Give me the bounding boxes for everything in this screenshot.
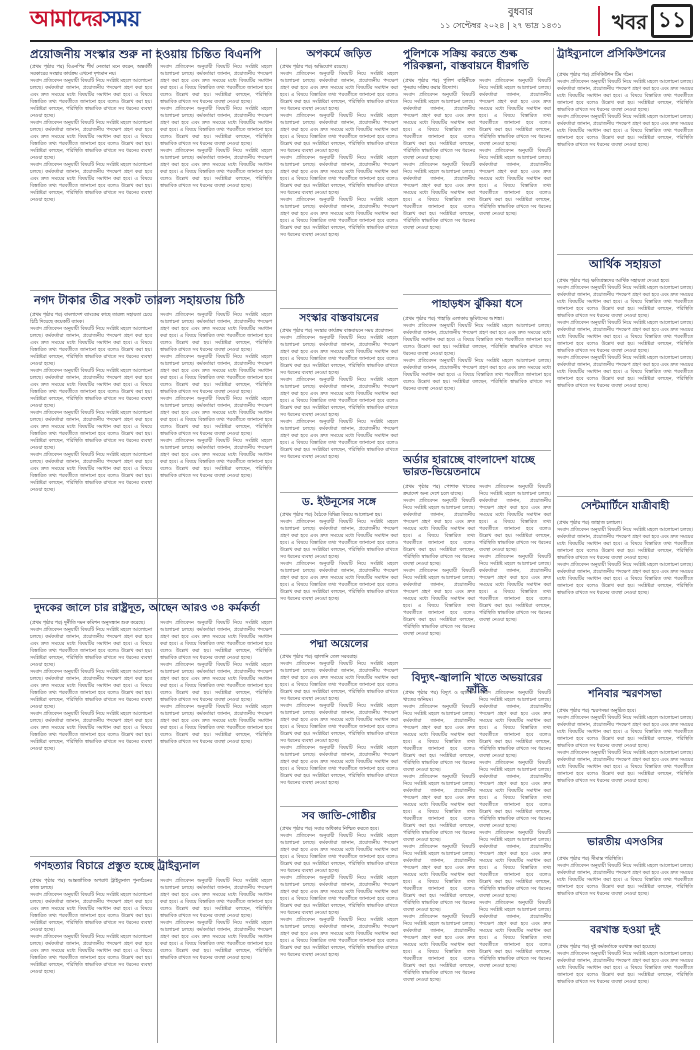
article-body: সংবাদ প্রতিবেদন অনুযায়ী বিষয়টি নিয়ে সংশ্লিষ্ট মহলে আলোচনা চলছে। কর্মকর্তারা জানান, প্রয়োজনীয় পদক্ষেপ গ্রহণ করা হবে এবং দ্রুত সময়ের মধ্যে বিষয়টির সমাধান করা হবে। এ বিষয়ে বিস্তারিত তথ্য পরবর্তীতে জানানো হবে বলেও উল্লেখ করা হয়। সংশ্লিষ্টরা বলছেন, পরিস্থিতি স্বাভাবিক রাখতে সব ধরনের ব্যবস্থা নেওয়া হচ্ছে। <box>160 65 272 105</box>
article-lead: (প্রথম পৃষ্ঠার পর) ক্ষতিগ্রস্তদের আর্থিক সহায়তা দেওয়া হবে। <box>557 279 670 284</box>
article-body: সংবাদ প্রতিবেদন অনুযায়ী বিষয়টি নিয়ে সংশ্লিষ্ট মহলে আলোচনা চলছে। কর্মকর্তারা জানান, প্রয়োজনীয় পদক্ষেপ গ্রহণ করা হবে এবং দ্রুত সময়ের মধ্যে বিষয়টির সমাধান করা হবে। এ বিষয়ে বিস্তারিত তথ্য পরবর্তীতে জানানো হবে বলেও উল্লেখ করা হয়। সংশ্লিষ্টরা বলছেন, পরিস্থিতি স্বাভাবিক রাখতে সব ধরনের ব্যবস্থা নেওয়া হচ্ছে। <box>160 879 272 919</box>
article-18-headline-wrap <box>557 836 693 854</box>
article-5-headline-wrap <box>280 48 398 64</box>
article-lead: (প্রথম পৃষ্ঠার পর) আন্তর্জাতিক অপরাধ ট্রাইব্যুনাল পুনর্গঠনের কাজ চলছে। <box>30 879 152 891</box>
article-1-body-col1 <box>30 64 152 286</box>
article-lead: (প্রথম পৃষ্ঠার পর) বিএনপির শীর্ষ নেতারা মনে করেন, অন্তর্বর্তী সরকারের সংস্কার কার্যক্রম এখনো দৃশ্যমান নয়। <box>30 65 152 77</box>
article-lead: (প্রথম পৃষ্ঠার পর) দুর্নীতি দমন কমিশন অনুসন্ধান শুরু করেছে। <box>30 621 145 626</box>
article-4-body-col1 <box>30 878 152 1043</box>
article-body: সংবাদ প্রতিবেদন অনুযায়ী বিষয়টি নিয়ে সংশ্লিষ্ট মহলে আলোচনা চলছে। কর্মকর্তারা জানান, প্রয়োজনীয় পদক্ষেপ গ্রহণ করা হবে এবং দ্রুত সময়ের মধ্যে বিষয়টির সমাধান করা হবে। এ বিষয়ে বিস্তারিত তথ্য পরবর্তীতে জানানো হবে বলেও উল্লেখ করা হয়। সংশ্লিষ্টরা বলছেন, পরিস্থিতি স্বাভাবিক রাখতে সব ধরনের ব্যবস্থা নেওয়া হচ্ছে। <box>30 163 152 203</box>
article-body: সংবাদ প্রতিবেদন অনুযায়ী বিষয়টি নিয়ে সংশ্লিষ্ট মহলে আলোচনা চলছে। কর্মকর্তারা জানান, প্রয়োজনীয় পদক্ষেপ গ্রহণ করা হবে এবং দ্রুত সময়ের মধ্যে বিষয়টির সমাধান করা হবে। এ বিষয়ে বিস্তারিত তথ্য পরবর্তীতে জানানো হবে বলেও উল্লেখ করা হয়। সংশ্লিষ্টরা বলছেন, পরিস্থিতি স্বাভাবিক রাখতে সব ধরনের ব্যবস্থা নেওয়া হচ্ছে। <box>479 901 551 969</box>
article-body: সংবাদ প্রতিবেদন অনুযায়ী বিষয়টি নিয়ে সংশ্লিষ্ট মহলে আলোচনা চলছে। কর্মকর্তারা জানান, প্রয়োজনীয় পদক্ষেপ গ্রহণ করা হবে এবং দ্রুত সময়ের মধ্যে বিষয়টির সমাধান করা হবে। এ বিষয়ে বিস্তারিত তথ্য পরবর্তীতে জানানো হবে বলেও উল্লেখ করা হয়। সংশ্লিষ্টরা বলছেন, পরিস্থিতি স্বাভাবিক রাখতে সব ধরনের ব্যবস্থা নেওয়া হচ্ছে। <box>280 336 398 376</box>
article-body: সংবাদ প্রতিবেদন অনুযায়ী বিষয়টি নিয়ে সংশ্লিষ্ট মহলে আলোচনা চলছে। কর্মকর্তারা জানান, প্রয়োজনীয় পদক্ষেপ গ্রহণ করা হবে এবং দ্রুত সময়ের মধ্যে বিষয়টির সমাধান করা হবে। এ বিষয়ে বিস্তারিত তথ্য পরবর্তীতে জানানো হবে বলেও উল্লেখ করা হয়। সংশ্লিষ্টরা বলছেন, পরিস্থিতি স্বাভাবিক রাখতে সব ধরনের ব্যবস্থা নেওয়া হচ্ছে। <box>479 79 551 147</box>
article-body: সংবাদ প্রতিবেদন অনুযায়ী বিষয়টি নিয়ে সংশ্লিষ্ট মহলে আলোচনা চলছে। কর্মকর্তারা জানান, প্রয়োজনীয় পদক্ষেপ গ্রহণ করা হবে এবং দ্রুত সময়ের মধ্যে বিষয়টির সমাধান করা হবে। এ বিষয়ে বিস্তারিত তথ্য পরবর্তীতে জানানো হবে বলেও উল্লেখ করা হয়। সংশ্লিষ্টরা বলছেন, পরিস্থিতি স্বাভাবিক রাখতে সব ধরনের ব্যবস্থা নেওয়া হচ্ছে। <box>557 864 693 897</box>
article-headline: ড. ইউনূসের সঙ্গে <box>302 496 376 508</box>
article-headline: বরখাস্ত হওয়া দুই <box>590 924 660 936</box>
article-body: সংবাদ প্রতিবেদন অনুযায়ী বিষয়টি নিয়ে সংশ্লিষ্ট মহলে আলোচনা চলছে। কর্মকর্তারা জানান, প্রয়োজনীয় পদক্ষেপ গ্রহণ করা হবে এবং দ্রুত সময়ের মধ্যে বিষয়টির সমাধান করা হবে। এ বিষয়ে বিস্তারিত তথ্য পরবর্তীতে জানানো হবে বলেও উল্লেখ করা হয়। সংশ্লিষ্টরা বলছেন, পরিস্থিতি স্বাভাবিক রাখতে সব ধরনের ব্যবস্থা নেওয়া হচ্ছে। <box>479 149 551 217</box>
article-19-body <box>557 944 693 1043</box>
article-body: সংবাদ প্রতিবেদন অনুযায়ী বিষয়টি নিয়ে সংশ্লিষ্ট মহলে আলোচনা চলছে। কর্মকর্তারা জানান, প্রয়োজনীয় পদক্ষেপ গ্রহণ করা হবে এবং দ্রুত সময়ের মধ্যে বিষয়টির সমাধান করা হবে। এ বিষয়ে বিস্তারিত তথ্য পরবর্তীতে জানানো হবে বলেও উল্লেখ করা হয়। সংশ্লিষ্টরা বলছেন, পরিস্থিতি স্বাভাবিক রাখতে সব ধরনের ব্যবস্থা নেওয়া হচ্ছে। <box>280 114 398 154</box>
article-body: সংবাদ প্রতিবেদন অনুযায়ী বিষয়টি নিয়ে সংশ্লিষ্ট মহলে আলোচনা চলছে। কর্মকর্তারা জানান, প্রয়োজনীয় পদক্ষেপ গ্রহণ করা হবে এবং দ্রুত সময়ের মধ্যে বিষয়টির সমাধান করা হবে। এ বিষয়ে বিস্তারিত তথ্য পরবর্তীতে জানানো হবে বলেও উল্লেখ করা হয়। সংশ্লিষ্টরা বলছেন, পরিস্থিতি স্বাভাবিক রাখতে সব ধরনের ব্যবস্থা নেওয়া হচ্ছে। <box>30 935 152 975</box>
article-body: সংবাদ প্রতিবেদন অনুযায়ী বিষয়টি নিয়ে সংশ্লিষ্ট মহলে আলোচনা চলছে। কর্মকর্তারা জানান, প্রয়োজনীয় পদক্ষেপ গ্রহণ করা হবে এবং দ্রুত সময়ের মধ্যে বিষয়টির সমাধান করা হবে। এ বিষয়ে বিস্তারিত তথ্য পরবর্তীতে জানানো হবে বলেও উল্লেখ করা হয়। সংশ্লিষ্টরা বলছেন, পরিস্থিতি স্বাভাবিক রাখতে সব ধরনের ব্যবস্থা নেওয়া হচ্ছে। <box>403 163 475 231</box>
article-body: সংবাদ প্রতিবেদন অনুযায়ী বিষয়টি নিয়ে সংশ্লিষ্ট মহলে আলোচনা চলছে। কর্মকর্তারা জানান, প্রয়োজনীয় পদক্ষেপ গ্রহণ করা হবে এবং দ্রুত সময়ের মধ্যে বিষয়টির সমাধান করা হবে। এ বিষয়ে বিস্তারিত তথ্য পরবর্তীতে জানানো হবে বলেও উল্লেখ করা হয়। সংশ্লিষ্টরা বলছেন, পরিস্থিতি স্বাভাবিক রাখতে সব ধরনের ব্যবস্থা নেওয়া হচ্ছে। <box>280 746 398 786</box>
article-8-headline-wrap <box>280 638 398 654</box>
article-body: সংবাদ প্রতিবেদন অনুযায়ী বিষয়টি নিয়ে সংশ্লিষ্ট মহলে আলোচনা চলছে। কর্মকর্তারা জানান, প্রয়োজনীয় পদক্ষেপ গ্রহণ করা হবে এবং দ্রুত সময়ের মধ্যে বিষয়টির সমাধান করা হবে। এ বিষয়ে বিস্তারিত তথ্য পরবর্তীতে জানানো হবে বলেও উল্লেখ করা হয়। সংশ্লিষ্টরা বলছেন, পরিস্থিতি স্বাভাবিক রাখতে সব ধরনের ব্যবস্থা নেওয়া হচ্ছে। <box>30 327 152 367</box>
article-lead: (প্রথম পৃষ্ঠার পর) বিদ্যুৎ ও জ্বালানি খাতের অনিয়ম। <box>403 691 475 703</box>
article-19-headline-wrap <box>557 924 693 942</box>
article-body: সংবাদ প্রতিবেদন অনুযায়ী বিষয়টি নিয়ে সংশ্লিষ্ট মহলে আলোচনা চলছে। কর্মকর্তারা জানান, প্রয়োজনীয় পদক্ষেপ গ্রহণ করা হবে এবং দ্রুত সময়ের মধ্যে বিষয়টির সমাধান করা হবে। এ বিষয়ে বিস্তারিত তথ্য পরবর্তীতে জানানো হবে বলেও উল্লেখ করা হয়। সংশ্লিষ্টরা বলছেন, পরিস্থিতি স্বাভাবিক রাখতে সব ধরনের ব্যবস্থা নেওয়া হচ্ছে। <box>30 712 152 752</box>
article-lead: (প্রথম পৃষ্ঠার পর) বাংলাদেশ ব্যাংকের কাছে তারল্য সহায়তা চেয়ে চিঠি দিয়েছে কয়েকটি ব্যাংক। <box>30 313 152 325</box>
logo-part2: সময় <box>102 6 140 32</box>
article-4-body-col2 <box>160 878 272 1043</box>
article-divider <box>403 450 551 451</box>
article-headline: দুদকের জালে চার রাষ্ট্রদূত, আছেন আরও ৩৪ কর্মকর্তা <box>34 602 260 614</box>
article-1-body-col2 <box>160 64 272 286</box>
article-body: সংবাদ প্রতিবেদন অনুযায়ী বিষয়টি নিয়ে সংশ্লিষ্ট মহলে আলোচনা চলছে। কর্মকর্তারা জানান, প্রয়োজনীয় পদক্ষেপ গ্রহণ করা হবে এবং দ্রুত সময়ের মধ্যে বিষয়টির সমাধান করা হবে। এ বিষয়ে বিস্তারিত তথ্য পরবর্তীতে জানানো হবে বলেও উল্লেখ করা হয়। সংশ্লিষ্টরা বলছেন, পরিস্থিতি স্বাভাবিক রাখতে সব ধরনের ব্যবস্থা নেওয়া হচ্ছে। <box>557 563 693 596</box>
article-body: সংবাদ প্রতিবেদন অনুযায়ী বিষয়টি নিয়ে সংশ্লিষ্ট মহলে আলোচনা চলছে। কর্মকর্তারা জানান, প্রয়োজনীয় পদক্ষেপ গ্রহণ করা হবে এবং দ্রুত সময়ের মধ্যে বিষয়টির সমাধান করা হবে। এ বিষয়ে বিস্তারিত তথ্য পরবর্তীতে জানানো হবে বলেও উল্লেখ করা হয়। সংশ্লিষ্টরা বলছেন, পরিস্থিতি স্বাভাবিক রাখতে সব ধরনের ব্যবস্থা নেওয়া হচ্ছে। <box>403 93 475 161</box>
article-body: সংবাদ প্রতিবেদন অনুযায়ী বিষয়টি নিয়ে সংশ্লিষ্ট মহলে আলোচনা চলছে। কর্মকর্তারা জানান, প্রয়োজনীয় পদক্ষেপ গ্রহণ করা হবে এবং দ্রুত সময়ের মধ্যে বিষয়টির সমাধান করা হবে। এ বিষয়ে বিস্তারিত তথ্য পরবর্তীতে জানানো হবে বলেও উল্লেখ করা হয়। সংশ্লিষ্টরা বলছেন, পরিস্থিতি স্বাভাবিক রাখতে সব ধরনের ব্যবস্থা নেওয়া হচ্ছে। <box>160 355 272 395</box>
article-2-body-col1 <box>30 312 152 594</box>
article-lead: (প্রথম পৃষ্ঠার পর) অভিযোগ রয়েছে। <box>280 65 348 70</box>
article-15-body <box>557 278 693 492</box>
article-lead: (প্রথম পৃষ্ঠার পর) পোশাক খাতের ক্রয়াদেশ অন্য দেশে চলে যাচ্ছে। <box>403 485 475 497</box>
article-body: সংবাদ প্রতিবেদন অনুযায়ী বিষয়টি নিয়ে সংশ্লিষ্ট মহলে আলোচনা চলছে। কর্মকর্তারা জানান, প্রয়োজনীয় পদক্ষেপ গ্রহণ করা হবে এবং দ্রুত সময়ের মধ্যে বিষয়টির সমাধান করা হবে। এ বিষয়ে বিস্তারিত তথ্য পরবর্তীতে জানানো হবে বলেও উল্লেখ করা হয়। সংশ্লিষ্টরা বলছেন, পরিস্থিতি স্বাভাবিক রাখতে সব ধরনের ব্যবস্থা নেওয়া হচ্ছে। <box>403 569 475 637</box>
article-body: সংবাদ প্রতিবেদন অনুযায়ী বিষয়টি নিয়ে সংশ্লিষ্ট মহলে আলোচনা চলছে। কর্মকর্তারা জানান, প্রয়োজনীয় পদক্ষেপ গ্রহণ করা হবে এবং দ্রুত সময়ের মধ্যে বিষয়টির সমাধান করা হবে। এ বিষয়ে বিস্তারিত তথ্য পরবর্তীতে জানানো হবে বলেও উল্লেখ করা হয়। সংশ্লিষ্টরা বলছেন, পরিস্থিতি স্বাভাবিক রাখতে সব ধরনের ব্যবস্থা নেওয়া হচ্ছে। <box>30 411 152 451</box>
article-divider <box>30 856 276 857</box>
article-lead: (প্রথম পৃষ্ঠার পর) জাহাজ চলাচল। <box>557 521 622 526</box>
article-body: সংবাদ প্রতিবেদন অনুযায়ী বিষয়টি নিয়ে সংশ্লিষ্ট মহলে আলোচনা চলছে। কর্মকর্তারা জানান, প্রয়োজনীয় পদক্ষেপ গ্রহণ করা হবে এবং দ্রুত সময়ের মধ্যে বিষয়টির সমাধান করা হবে। এ বিষয়ে বিস্তারিত তথ্য পরবর্তীতে জানানো হবে বলেও উল্লেখ করা হয়। সংশ্লিষ্টরা বলছেন, পরিস্থিতি স্বাভাবিক রাখতে সব ধরনের ব্যবস্থা নেওয়া হচ্ছে। <box>403 499 475 567</box>
article-9-body <box>280 826 398 1043</box>
article-divider <box>280 806 398 807</box>
article-10-body-col1 <box>403 78 475 292</box>
article-16-body <box>557 520 693 680</box>
article-divider <box>280 308 398 309</box>
article-body: সংবাদ প্রতিবেদন অনুযায়ী বিষয়টি নিয়ে সংশ্লিষ্ট মহলে আলোচনা চলছে। কর্মকর্তারা জানান, প্রয়োজনীয় পদক্ষেপ গ্রহণ করা হবে এবং দ্রুত সময়ের মধ্যে বিষয়টির সমাধান করা হবে। এ বিষয়ে বিস্তারিত তথ্য পরবর্তীতে জানানো হবে বলেও উল্লেখ করা হয়। সংশ্লিষ্টরা বলছেন, পরিস্থিতি স্বাভাবিক রাখতে সব ধরনের ব্যবস্থা নেওয়া হচ্ছে। <box>30 369 152 409</box>
article-3-headline-wrap <box>34 602 274 618</box>
article-body: সংবাদ প্রতিবেদন অনুযায়ী বিষয়টি নিয়ে সংশ্লিষ্ট মহলে আলোচনা চলছে। কর্মকর্তারা জানান, প্রয়োজনীয় পদক্ষেপ গ্রহণ করা হবে এবং দ্রুত সময়ের মধ্যে বিষয়টির সমাধান করা হবে। এ বিষয়ে বিস্তারিত তথ্য পরবর্তীতে জানানো হবে বলেও উল্লেখ করা হয়। সংশ্লিষ্টরা বলছেন, পরিস্থিতি স্বাভাবিক রাখতে সব ধরনের ব্যবস্থা নেওয়া হচ্ছে। <box>557 952 693 985</box>
article-12-body-col2 <box>479 484 551 664</box>
article-body: সংবাদ প্রতিবেদন অনুযায়ী বিষয়টি নিয়ে সংশ্লিষ্ট মহলে আলোচনা চলছে। কর্মকর্তারা জানান, প্রয়োজনীয় পদক্ষেপ গ্রহণ করা হবে এবং দ্রুত সময়ের মধ্যে বিষয়টির সমাধান করা হবে। এ বিষয়ে বিস্তারিত তথ্য পরবর্তীতে জানানো হবে বলেও উল্লেখ করা হয়। সংশ্লিষ্টরা বলছেন, পরিস্থিতি স্বাভাবিক রাখতে সব ধরনের ব্যবস্থা নেওয়া হচ্ছে। <box>160 705 272 745</box>
article-body: সংবাদ প্রতিবেদন অনুযায়ী বিষয়টি নিয়ে সংশ্লিষ্ট মহলে আলোচনা চলছে। কর্মকর্তারা জানান, প্রয়োজনীয় পদক্ষেপ গ্রহণ করা হবে এবং দ্রুত সময়ের মধ্যে বিষয়টির সমাধান করা হবে। এ বিষয়ে বিস্তারিত তথ্য পরবর্তীতে জানানো হবে বলেও উল্লেখ করা হয়। সংশ্লিষ্টরা বলছেন, পরিস্থিতি স্বাভাবিক রাখতে সব ধরনের ব্যবস্থা নেওয়া হচ্ছে। <box>280 704 398 744</box>
logo-part1: আমাদের <box>30 6 103 32</box>
article-headline: অর্ডার হারাচ্ছে বাংলাদেশ যাচ্ছে ভারত-ভিয়েতনামে <box>403 454 535 479</box>
article-6-body <box>280 328 398 488</box>
article-lead: (প্রথম পৃষ্ঠার পর) সংস্কার কার্যক্রম বাস্তবায়নে সময় প্রয়োজন। <box>280 329 394 334</box>
article-headline: নগদ টাকার তীব্র সংকট তারল্য সহায়তায় চিঠি <box>34 293 245 307</box>
page-number: ১১ <box>651 4 693 38</box>
article-10-headline-wrap <box>403 48 551 73</box>
article-body: সংবাদ প্রতিবেদন অনুযায়ী বিষয়টি নিয়ে সংশ্লিষ্ট মহলে আলোচনা চলছে। কর্মকর্তারা জানান, প্রয়োজনীয় পদক্ষেপ গ্রহণ করা হবে এবং দ্রুত সময়ের মধ্যে বিষয়টির সমাধান করা হবে। এ বিষয়ে বিস্তারিত তথ্য পরবর্তীতে জানানো হবে বলেও উল্লেখ করা হয়। সংশ্লিষ্টরা বলছেন, পরিস্থিতি স্বাভাবিক রাখতে সব ধরনের ব্যবস্থা নেওয়া হচ্ছে। <box>403 845 475 913</box>
article-body: সংবাদ প্রতিবেদন অনুযায়ী বিষয়টি নিয়ে সংশ্লিষ্ট মহলে আলোচনা চলছে। কর্মকর্তারা জানান, প্রয়োজনীয় পদক্ষেপ গ্রহণ করা হবে এবং দ্রুত সময়ের মধ্যে বিষয়টির সমাধান করা হবে। এ বিষয়ে বিস্তারিত তথ্য পরবর্তীতে জানানো হবে বলেও উল্লেখ করা হয়। সংশ্লিষ্টরা বলছেন, পরিস্থিতি স্বাভাবিক রাখতে সব ধরনের ব্যবস্থা নেওয়া হচ্ছে। <box>403 324 551 357</box>
article-headline: সেন্টমার্টিনে যাত্রীবাহী <box>580 500 670 512</box>
article-body: সংবাদ প্রতিবেদন অনুযায়ী বিষয়টি নিয়ে সংশ্লিষ্ট মহলে আলোচনা চলছে। কর্মকর্তারা জানান, প্রয়োজনীয় পদক্ষেপ গ্রহণ করা হবে এবং দ্রুত সময়ের মধ্যে বিষয়টির সমাধান করা হবে। এ বিষয়ে বিস্তারিত তথ্য পরবর্তীতে জানানো হবে বলেও উল্লেখ করা হয়। সংশ্লিষ্টরা বলছেন, পরিস্থিতি স্বাভাবিক রাখতে সব ধরনের ব্যবস্থা নেওয়া হচ্ছে। <box>557 356 693 389</box>
article-body: সংবাদ প্রতিবেদন অনুযায়ী বিষয়টি নিয়ে সংশ্লিষ্ট মহলে আলোচনা চলছে। কর্মকর্তারা জানান, প্রয়োজনীয় পদক্ষেপ গ্রহণ করা হবে এবং দ্রুত সময়ের মধ্যে বিষয়টির সমাধান করা হবে। এ বিষয়ে বিস্তারিত তথ্য পরবর্তীতে জানানো হবে বলেও উল্লেখ করা হয়। সংশ্লিষ্টরা বলছেন, পরিস্থিতি স্বাভাবিক রাখতে সব ধরনের ব্যবস্থা নেওয়া হচ্ছে। <box>403 775 475 843</box>
article-headline: সব জাতি-গোষ্ঠীর <box>302 810 376 822</box>
article-8-body <box>280 654 398 802</box>
article-11-headline-wrap <box>403 298 551 314</box>
article-body: সংবাদ প্রতিবেদন অনুযায়ী বিষয়টি নিয়ে সংশ্লিষ্ট মহলে আলোচনা চলছে। কর্মকর্তারা জানান, প্রয়োজনীয় পদক্ষেপ গ্রহণ করা হবে এবং দ্রুত সময়ের মধ্যে বিষয়টির সমাধান করা হবে। এ বিষয়ে বিস্তারিত তথ্য পরবর্তীতে জানানো হবে বলেও উল্লেখ করা হয়। সংশ্লিষ্টরা বলছেন, পরিস্থিতি স্বাভাবিক রাখতে সব ধরনের ব্যবস্থা নেওয়া হচ্ছে। <box>30 121 152 161</box>
column-divider <box>553 48 554 1043</box>
article-body: সংবাদ প্রতিবেদন অনুযায়ী বিষয়টি নিয়ে সংশ্লিষ্ট মহলে আলোচনা চলছে। কর্মকর্তারা জানান, প্রয়োজনীয় পদক্ষেপ গ্রহণ করা হবে এবং দ্রুত সময়ের মধ্যে বিষয়টির সমাধান করা হবে। এ বিষয়ে বিস্তারিত তথ্য পরবর্তীতে জানানো হবে বলেও উল্লেখ করা হয়। সংশ্লিষ্টরা বলছেন, পরিস্থিতি স্বাভাবিক রাখতে সব ধরনের ব্যবস্থা নেওয়া হচ্ছে। <box>479 555 551 623</box>
article-headline: পুলিশকে সক্রিয় করতে শুল্ক পরিকল্পনা, বাস্তবায়নে ধীরগতি <box>403 48 529 73</box>
masthead-divider <box>598 6 600 36</box>
article-3-body-col1 <box>30 620 152 850</box>
article-body: সংবাদ প্রতিবেদন অনুযায়ী বিষয়টি নিয়ে সংশ্লিষ্ট মহলে আলোচনা চলছে। কর্মকর্তারা জানান, প্রয়োজনীয় পদক্ষেপ গ্রহণ করা হবে এবং দ্রুত সময়ের মধ্যে বিষয়টির সমাধান করা হবে। এ বিষয়ে বিস্তারিত তথ্য পরবর্তীতে জানানো হবে বলেও উল্লেখ করা হয়। সংশ্লিষ্টরা বলছেন, পরিস্থিতি স্বাভাবিক রাখতে সব ধরনের ব্যবস্থা নেওয়া হচ্ছে। <box>160 313 272 353</box>
article-16-headline-wrap <box>557 500 693 518</box>
article-17-headline-wrap <box>557 688 693 706</box>
article-headline: ভারতীয় এসওসির <box>587 836 663 848</box>
article-17-body <box>557 708 693 828</box>
article-body: সংবাদ প্রতিবেদন অনুযায়ী বিষয়টি নিয়ে সংশ্লিষ্ট মহলে আলোচনা চলছে। কর্মকর্তারা জানান, প্রয়োজনীয় পদক্ষেপ গ্রহণ করা হবে এবং দ্রুত সময়ের মধ্যে বিষয়টির সমাধান করা হবে। এ বিষয়ে বিস্তারিত তথ্য পরবর্তীতে জানানো হবে বলেও উল্লেখ করা হয়। সংশ্লিষ্টরা বলছেন, পরিস্থিতি স্বাভাবিক রাখতে সব ধরনের ব্যবস্থা নেওয়া হচ্ছে। <box>30 453 152 493</box>
article-body: সংবাদ প্রতিবেদন অনুযায়ী বিষয়টি নিয়ে সংশ্লিষ্ট মহলে আলোচনা চলছে। কর্মকর্তারা জানান, প্রয়োজনীয় পদক্ষেপ গ্রহণ করা হবে এবং দ্রুত সময়ের মধ্যে বিষয়টির সমাধান করা হবে। এ বিষয়ে বিস্তারিত তথ্য পরবর্তীতে জানানো হবে বলেও উল্লেখ করা হয়। সংশ্লিষ্টরা বলছেন, পরিস্থিতি স্বাভাবিক রাখতে সব ধরনের ব্যবস্থা নেওয়া হচ্ছে। <box>280 562 398 602</box>
article-body: সংবাদ প্রতিবেদন অনুযায়ী বিষয়টি নিয়ে সংশ্লিষ্ট মহলে আলোচনা চলছে। কর্মকর্তারা জানান, প্রয়োজনীয় পদক্ষেপ গ্রহণ করা হবে এবং দ্রুত সময়ের মধ্যে বিষয়টির সমাধান করা হবে। এ বিষয়ে বিস্তারিত তথ্য পরবর্তীতে জানানো হবে বলেও উল্লেখ করা হয়। সংশ্লিষ্টরা বলছেন, পরিস্থিতি স্বাভাবিক রাখতে সব ধরনের ব্যবস্থা নেওয়া হচ্ছে। <box>160 621 272 661</box>
article-headline: ট্রাইব্যুনালে প্রসিকিউশনের <box>557 48 666 60</box>
article-body: সংবাদ প্রতিবেদন অনুযায়ী বিষয়টি নিয়ে সংশ্লিষ্ট মহলে আলোচনা চলছে। কর্মকর্তারা জানান, প্রয়োজনীয় পদক্ষেপ গ্রহণ করা হবে এবং দ্রুত সময়ের মধ্যে বিষয়টির সমাধান করা হবে। এ বিষয়ে বিস্তারিত তথ্য পরবর্তীতে জানানো হবে বলেও উল্লেখ করা হয়। সংশ্লিষ্টরা বলছেন, পরিস্থিতি স্বাভাবিক রাখতে সব ধরনের ব্যবস্থা নেওয়া হচ্ছে। <box>557 286 693 319</box>
article-body: সংবাদ প্রতিবেদন অনুযায়ী বিষয়টি নিয়ে সংশ্লিষ্ট মহলে আলোচনা চলছে। কর্মকর্তারা জানান, প্রয়োজনীয় পদক্ষেপ গ্রহণ করা হবে এবং দ্রুত সময়ের মধ্যে বিষয়টির সমাধান করা হবে। এ বিষয়ে বিস্তারিত তথ্য পরবর্তীতে জানানো হবে বলেও উল্লেখ করা হয়। সংশ্লিষ্টরা বলছেন, পরিস্থিতি স্বাভাবিক রাখতে সব ধরনের ব্যবস্থা নেওয়া হচ্ছে। <box>280 520 398 560</box>
article-divider <box>557 684 693 685</box>
article-lead: (প্রথম পৃষ্ঠার পর) দুই কর্মকর্তাকে বরখাস্ত করা হয়েছে। <box>557 945 657 950</box>
article-body: সংবাদ প্রতিবেদন অনুযায়ী বিষয়টি নিয়ে সংশ্লিষ্ট মহলে আলোচনা চলছে। কর্মকর্তারা জানান, প্রয়োজনীয় পদক্ষেপ গ্রহণ করা হবে এবং দ্রুত সময়ের মধ্যে বিষয়টির সমাধান করা হবে। এ বিষয়ে বিস্তারিত তথ্য পরবর্তীতে জানানো হবে বলেও উল্লেখ করা হয়। সংশ্লিষ্টরা বলছেন, পরিস্থিতি স্বাভাবিক রাখতে সব ধরনের ব্যবস্থা নেওয়া হচ্ছে। <box>280 876 398 916</box>
article-4-headline-wrap <box>34 860 274 876</box>
article-body: সংবাদ প্রতিবেদন অনুযায়ী বিষয়টি নিয়ে সংশ্লিষ্ট মহলে আলোচনা চলছে। কর্মকর্তারা জানান, প্রয়োজনীয় পদক্ষেপ গ্রহণ করা হবে এবং দ্রুত সময়ের মধ্যে বিষয়টির সমাধান করা হবে। এ বিষয়ে বিস্তারিত তথ্য পরবর্তীতে জানানো হবে বলেও উল্লেখ করা হয়। সংশ্লিষ্টরা বলছেন, পরিস্থিতি স্বাভাবিক রাখতে সব ধরনের ব্যবস্থা নেওয়া হচ্ছে। <box>280 420 398 460</box>
article-7-body <box>280 512 398 630</box>
article-lead: (প্রথম পৃষ্ঠার পর) বৈঠকে বিভিন্ন বিষয়ে আলোচনা হয়। <box>280 513 383 518</box>
article-2-headline-wrap <box>34 294 274 310</box>
article-headline: অপকর্মে জড়িত <box>306 48 372 60</box>
article-11-body <box>403 316 551 446</box>
article-body: সংবাদ প্রতিবেদন অনুযায়ী বিষয়টি নিয়ে সংশ্লিষ্ট মহলে আলোচনা চলছে। কর্মকর্তারা জানান, প্রয়োজনীয় পদক্ষেপ গ্রহণ করা হবে এবং দ্রুত সময়ের মধ্যে বিষয়টির সমাধান করা হবে। এ বিষয়ে বিস্তারিত তথ্য পরবর্তীতে জানানো হবে বলেও উল্লেখ করা হয়। সংশ্লিষ্টরা বলছেন, পরিস্থিতি স্বাভাবিক রাখতে সব ধরনের ব্যবস্থা নেওয়া হচ্ছে। <box>160 921 272 961</box>
article-divider <box>557 254 693 255</box>
article-15-headline-wrap <box>557 258 693 276</box>
article-14-body <box>557 72 693 252</box>
article-lead: (প্রথম পৃষ্ঠার পর) সীমান্ত পরিস্থিতি। <box>557 857 623 862</box>
newspaper-logo <box>30 6 139 34</box>
article-divider <box>557 920 693 921</box>
article-headline: গণহত্যার বিচারে প্রস্তুত হচ্ছে ট্রাইব্যুনাল <box>34 860 200 872</box>
date-line: ১১ সেপ্টেম্বর ২০২৪ | ২৭ ভাদ্র ১৪৩১ <box>440 21 563 30</box>
article-body: সংবাদ প্রতিবেদন অনুযায়ী বিষয়টি নিয়ে সংশ্লিষ্ট মহলে আলোচনা চলছে। কর্মকর্তারা জানান, প্রয়োজনীয় পদক্ষেপ গ্রহণ করা হবে এবং দ্রুত সময়ের মধ্যে বিষয়টির সমাধান করা হবে। এ বিষয়ে বিস্তারিত তথ্য পরবর্তীতে জানানো হবে বলেও উল্লেখ করা হয়। সংশ্লিষ্টরা বলছেন, পরিস্থিতি স্বাভাবিক রাখতে সব ধরনের ব্যবস্থা নেওয়া হচ্ছে। <box>30 893 152 933</box>
article-body: সংবাদ প্রতিবেদন অনুযায়ী বিষয়টি নিয়ে সংশ্লিষ্ট মহলে আলোচনা চলছে। কর্মকর্তারা জানান, প্রয়োজনীয় পদক্ষেপ গ্রহণ করা হবে এবং দ্রুত সময়ের মধ্যে বিষয়টির সমাধান করা হবে। এ বিষয়ে বিস্তারিত তথ্য পরবর্তীতে জানানো হবে বলেও উল্লেখ করা হয়। সংশ্লিষ্টরা বলছেন, পরিস্থিতি স্বাভাবিক রাখতে সব ধরনের ব্যবস্থা নেওয়া হচ্ছে। <box>403 705 475 773</box>
article-body: সংবাদ প্রতিবেদন অনুযায়ী বিষয়টি নিয়ে সংশ্লিষ্ট মহলে আলোচনা চলছে। কর্মকর্তারা জানান, প্রয়োজনীয় পদক্ষেপ গ্রহণ করা হবে এবং দ্রুত সময়ের মধ্যে বিষয়টির সমাধান করা হবে। এ বিষয়ে বিস্তারিত তথ্য পরবর্তীতে জানানো হবে বলেও উল্লেখ করা হয়। সংশ্লিষ্টরা বলছেন, পরিস্থিতি স্বাভাবিক রাখতে সব ধরনের ব্যবস্থা নেওয়া হচ্ছে। <box>479 831 551 899</box>
article-body: সংবাদ প্রতিবেদন অনুযায়ী বিষয়টি নিয়ে সংশ্লিষ্ট মহলে আলোচনা চলছে। কর্মকর্তারা জানান, প্রয়োজনীয় পদক্ষেপ গ্রহণ করা হবে এবং দ্রুত সময়ের মধ্যে বিষয়টির সমাধান করা হবে। এ বিষয়ে বিস্তারিত তথ্য পরবর্তীতে জানানো হবে বলেও উল্লেখ করা হয়। সংশ্লিষ্টরা বলছেন, পরিস্থিতি স্বাভাবিক রাখতে সব ধরনের ব্যবস্থা নেওয়া হচ্ছে। <box>280 72 398 112</box>
article-lead: (প্রথম পৃষ্ঠার পর) স্মরণসভা অনুষ্ঠিত হবে। <box>557 709 636 714</box>
article-headline: শনিবার স্মরণসভা <box>588 688 662 700</box>
article-body: সংবাদ প্রতিবেদন অনুযায়ী বিষয়টি নিয়ে সংশ্লিষ্ট মহলে আলোচনা চলছে। কর্মকর্তারা জানান, প্রয়োজনীয় পদক্ষেপ গ্রহণ করা হবে এবং দ্রুত সময়ের মধ্যে বিষয়টির সমাধান করা হবে। এ বিষয়ে বিস্তারিত তথ্য পরবর্তীতে জানানো হবে বলেও উল্লেখ করা হয়। সংশ্লিষ্টরা বলছেন, পরিস্থিতি স্বাভাবিক রাখতে সব ধরনের ব্যবস্থা নেওয়া হচ্ছে। <box>30 79 152 119</box>
article-body: সংবাদ প্রতিবেদন অনুযায়ী বিষয়টি নিয়ে সংশ্লিষ্ট মহলে আলোচনা চলছে। কর্মকর্তারা জানান, প্রয়োজনীয় পদক্ষেপ গ্রহণ করা হবে এবং দ্রুত সময়ের মধ্যে বিষয়টির সমাধান করা হবে। এ বিষয়ে বিস্তারিত তথ্য পরবর্তীতে জানানো হবে বলেও উল্লেখ করা হয়। সংশ্লিষ্টরা বলছেন, পরিস্থিতি স্বাভাবিক রাখতে সব ধরনের ব্যবস্থা নেওয়া হচ্ছে। <box>403 915 475 983</box>
article-body: সংবাদ প্রতিবেদন অনুযায়ী বিষয়টি নিয়ে সংশ্লিষ্ট মহলে আলোচনা চলছে। কর্মকর্তারা জানান, প্রয়োজনীয় পদক্ষেপ গ্রহণ করা হবে এবং দ্রুত সময়ের মধ্যে বিষয়টির সমাধান করা হবে। এ বিষয়ে বিস্তারিত তথ্য পরবর্তীতে জানানো হবে বলেও উল্লেখ করা হয়। সংশ্লিষ্টরা বলছেন, পরিস্থিতি স্বাভাবিক রাখতে সব ধরনের ব্যবস্থা নেওয়া হচ্ছে। <box>557 321 693 354</box>
article-headline: পাহাড়ধস ঝুঁকিয়া ধসে <box>431 298 523 310</box>
article-divider <box>403 294 551 295</box>
article-18-body <box>557 856 693 916</box>
article-2-body-col2 <box>160 312 272 594</box>
article-divider <box>30 290 276 291</box>
article-headline: পদ্মা অয়েলের <box>309 638 369 650</box>
article-body: সংবাদ প্রতিবেদন অনুযায়ী বিষয়টি নিয়ে সংশ্লিষ্ট মহলে আলোচনা চলছে। কর্মকর্তারা জানান, প্রয়োজনীয় পদক্ষেপ গ্রহণ করা হবে এবং দ্রুত সময়ের মধ্যে বিষয়টির সমাধান করা হবে। এ বিষয়ে বিস্তারিত তথ্য পরবর্তীতে জানানো হবে বলেও উল্লেখ করা হয়। সংশ্লিষ্টরা বলছেন, পরিস্থিতি স্বাভাবিক রাখতে সব ধরনের ব্যবস্থা নেওয়া হচ্ছে। <box>479 761 551 829</box>
article-body: সংবাদ প্রতিবেদন অনুযায়ী বিষয়টি নিয়ে সংশ্লিষ্ট মহলে আলোচনা চলছে। কর্মকর্তারা জানান, প্রয়োজনীয় পদক্ষেপ গ্রহণ করা হবে এবং দ্রুত সময়ের মধ্যে বিষয়টির সমাধান করা হবে। এ বিষয়ে বিস্তারিত তথ্য পরবর্তীতে জানানো হবে বলেও উল্লেখ করা হয়। সংশ্লিষ্টরা বলছেন, পরিস্থিতি স্বাভাবিক রাখতে সব ধরনের ব্যবস্থা নেওয়া হচ্ছে। <box>557 751 693 784</box>
masthead <box>0 0 700 40</box>
article-7-headline-wrap <box>280 496 398 512</box>
article-headline: সংস্কার বাস্তবায়নের <box>299 312 379 324</box>
article-body: সংবাদ প্রতিবেদন অনুযায়ী বিষয়টি নিয়ে সংশ্লিষ্ট মহলে আলোচনা চলছে। কর্মকর্তারা জানান, প্রয়োজনীয় পদক্ষেপ গ্রহণ করা হবে এবং দ্রুত সময়ের মধ্যে বিষয়টির সমাধান করা হবে। এ বিষয়ে বিস্তারিত তথ্য পরবর্তীতে জানানো হবে বলেও উল্লেখ করা হয়। সংশ্লিষ্টরা বলছেন, পরিস্থিতি স্বাভাবিক রাখতে সব ধরনের ব্যবস্থা নেওয়া হচ্ছে। <box>557 528 693 561</box>
article-divider <box>30 598 276 599</box>
article-body: সংবাদ প্রতিবেদন অনুযায়ী বিষয়টি নিয়ে সংশ্লিষ্ট মহলে আলোচনা চলছে। কর্মকর্তারা জানান, প্রয়োজনীয় পদক্ষেপ গ্রহণ করা হবে এবং দ্রুত সময়ের মধ্যে বিষয়টির সমাধান করা হবে। এ বিষয়ে বিস্তারিত তথ্য পরবর্তীতে জানানো হবে বলেও উল্লেখ করা হয়। সংশ্লিষ্টরা বলছেন, পরিস্থিতি স্বাভাবিক রাখতে সব ধরনের ব্যবস্থা নেওয়া হচ্ছে। <box>557 716 693 749</box>
article-6-headline-wrap <box>280 312 398 328</box>
article-body: সংবাদ প্রতিবেদন অনুযায়ী বিষয়টি নিয়ে সংশ্লিষ্ট মহলে আলোচনা চলছে। কর্মকর্তারা জানান, প্রয়োজনীয় পদক্ষেপ গ্রহণ করা হবে এবং দ্রুত সময়ের মধ্যে বিষয়টির সমাধান করা হবে। এ বিষয়ে বিস্তারিত তথ্য পরবর্তীতে জানানো হবে বলেও উল্লেখ করা হয়। সংশ্লিষ্টরা বলছেন, পরিস্থিতি স্বাভাবিক রাখতে সব ধরনের ব্যবস্থা নেওয়া হচ্ছে। <box>160 439 272 479</box>
article-body: সংবাদ প্রতিবেদন অনুযায়ী বিষয়টি নিয়ে সংশ্লিষ্ট মহলে আলোচনা চলছে। কর্মকর্তারা জানান, প্রয়োজনীয় পদক্ষেপ গ্রহণ করা হবে এবং দ্রুত সময়ের মধ্যে বিষয়টির সমাধান করা হবে। এ বিষয়ে বিস্তারিত তথ্য পরবর্তীতে জানানো হবে বলেও উল্লেখ করা হয়। সংশ্লিষ্টরা বলছেন, পরিস্থিতি স্বাভাবিক রাখতে সব ধরনের ব্যবস্থা নেওয়া হচ্ছে। <box>479 691 551 759</box>
article-body: সংবাদ প্রতিবেদন অনুযায়ী বিষয়টি নিয়ে সংশ্লিষ্ট মহলে আলোচনা চলছে। কর্মকর্তারা জানান, প্রয়োজনীয় পদক্ষেপ গ্রহণ করা হবে এবং দ্রুত সময়ের মধ্যে বিষয়টির সমাধান করা হবে। এ বিষয়ে বিস্তারিত তথ্য পরবর্তীতে জানানো হবে বলেও উল্লেখ করা হয়। সংশ্লিষ্টরা বলছেন, পরিস্থিতি স্বাভাবিক রাখতে সব ধরনের ব্যবস্থা নেওয়া হচ্ছে। <box>160 107 272 147</box>
article-headline: আর্থিক সহায়তা <box>589 257 661 271</box>
article-divider <box>280 634 398 635</box>
article-body: সংবাদ প্রতিবেদন অনুযায়ী বিষয়টি নিয়ে সংশ্লিষ্ট মহলে আলোচনা চলছে। কর্মকর্তারা জানান, প্রয়োজনীয় পদক্ষেপ গ্রহণ করা হবে এবং দ্রুত সময়ের মধ্যে বিষয়টির সমাধান করা হবে। এ বিষয়ে বিস্তারিত তথ্য পরবর্তীতে জানানো হবে বলেও উল্লেখ করা হয়। সংশ্লিষ্টরা বলছেন, পরিস্থিতি স্বাভাবিক রাখতে সব ধরনের ব্যবস্থা নেওয়া হচ্ছে। <box>280 198 398 238</box>
section-title: খবর <box>612 10 648 34</box>
article-lead: (প্রথম পৃষ্ঠার পর) প্রসিকিউশন টিম গঠন। <box>557 73 634 78</box>
article-body: সংবাদ প্রতিবেদন অনুযায়ী বিষয়টি নিয়ে সংশ্লিষ্ট মহলে আলোচনা চলছে। কর্মকর্তারা জানান, প্রয়োজনীয় পদক্ষেপ গ্রহণ করা হবে এবং দ্রুত সময়ের মধ্যে বিষয়টির সমাধান করা হবে। এ বিষয়ে বিস্তারিত তথ্য পরবর্তীতে জানানো হবে বলেও উল্লেখ করা হয়। সংশ্লিষ্টরা বলছেন, পরিস্থিতি স্বাভাবিক রাখতে সব ধরনের ব্যবস্থা নেওয়া হচ্ছে। <box>160 663 272 703</box>
article-9-headline-wrap <box>280 810 398 826</box>
article-divider <box>403 668 551 669</box>
article-body: সংবাদ প্রতিবেদন অনুযায়ী বিষয়টি নিয়ে সংশ্লিষ্ট মহলে আলোচনা চলছে। কর্মকর্তারা জানান, প্রয়োজনীয় পদক্ষেপ গ্রহণ করা হবে এবং দ্রুত সময়ের মধ্যে বিষয়টির সমাধান করা হবে। এ বিষয়ে বিস্তারিত তথ্য পরবর্তীতে জানানো হবে বলেও উল্লেখ করা হয়। সংশ্লিষ্টরা বলছেন, পরিস্থিতি স্বাভাবিক রাখতে সব ধরনের ব্যবস্থা নেওয়া হচ্ছে। <box>479 485 551 553</box>
day-name: বুধবার <box>508 7 534 18</box>
article-10-body-col2 <box>479 78 551 292</box>
article-body: সংবাদ প্রতিবেদন অনুযায়ী বিষয়টি নিয়ে সংশ্লিষ্ট মহলে আলোচনা চলছে। কর্মকর্তারা জানান, প্রয়োজনীয় পদক্ষেপ গ্রহণ করা হবে এবং দ্রুত সময়ের মধ্যে বিষয়টির সমাধান করা হবে। এ বিষয়ে বিস্তারিত তথ্য পরবর্তীতে জানানো হবে বলেও উল্লেখ করা হয়। সংশ্লিষ্টরা বলছেন, পরিস্থিতি স্বাভাবিক রাখতে সব ধরনের ব্যবস্থা নেওয়া হচ্ছে। <box>160 149 272 189</box>
article-body: সংবাদ প্রতিবেদন অনুযায়ী বিষয়টি নিয়ে সংশ্লিষ্ট মহলে আলোচনা চলছে। কর্মকর্তারা জানান, প্রয়োজনীয় পদক্ষেপ গ্রহণ করা হবে এবং দ্রুত সময়ের মধ্যে বিষয়টির সমাধান করা হবে। এ বিষয়ে বিস্তারিত তথ্য পরবর্তীতে জানানো হবে বলেও উল্লেখ করা হয়। সংশ্লিষ্টরা বলছেন, পরিস্থিতি স্বাভাবিক রাখতে সব ধরনের ব্যবস্থা নেওয়া হচ্ছে। <box>557 80 693 113</box>
article-headline: প্রয়োজনীয় সংস্কার শুরু না হওয়ায় চিন্তিত বিএনপি <box>30 47 262 61</box>
article-body: সংবাদ প্রতিবেদন অনুযায়ী বিষয়টি নিয়ে সংশ্লিষ্ট মহলে আলোচনা চলছে। কর্মকর্তারা জানান, প্রয়োজনীয় পদক্ষেপ গ্রহণ করা হবে এবং দ্রুত সময়ের মধ্যে বিষয়টির সমাধান করা হবে। এ বিষয়ে বিস্তারিত তথ্য পরবর্তীতে জানানো হবে বলেও উল্লেখ করা হয়। সংশ্লিষ্টরা বলছেন, পরিস্থিতি স্বাভাবিক রাখতে সব ধরনের ব্যবস্থা নেওয়া হচ্ছে। <box>280 378 398 418</box>
article-12-headline-wrap <box>403 454 551 482</box>
article-body: সংবাদ প্রতিবেদন অনুযায়ী বিষয়টি নিয়ে সংশ্লিষ্ট মহলে আলোচনা চলছে। কর্মকর্তারা জানান, প্রয়োজনীয় পদক্ষেপ গ্রহণ করা হবে এবং দ্রুত সময়ের মধ্যে বিষয়টির সমাধান করা হবে। এ বিষয়ে বিস্তারিত তথ্য পরবর্তীতে জানানো হবে বলেও উল্লেখ করা হয়। সংশ্লিষ্টরা বলছেন, পরিস্থিতি স্বাভাবিক রাখতে সব ধরনের ব্যবস্থা নেওয়া হচ্ছে। <box>160 397 272 437</box>
article-divider <box>557 832 693 833</box>
article-12-body-col1 <box>403 484 475 664</box>
masthead-rule <box>30 40 693 42</box>
article-13-body-col2 <box>479 690 551 1043</box>
article-divider <box>557 496 693 497</box>
article-headline: বিদ্যুৎ-জ্বালানি খাতে অভয়ারের ফাঁকি <box>411 672 543 697</box>
article-body: সংবাদ প্রতিবেদন অনুযায়ী বিষয়টি নিয়ে সংশ্লিষ্ট মহলে আলোচনা চলছে। কর্মকর্তারা জানান, প্রয়োজনীয় পদক্ষেপ গ্রহণ করা হবে এবং দ্রুত সময়ের মধ্যে বিষয়টির সমাধান করা হবে। এ বিষয়ে বিস্তারিত তথ্য পরবর্তীতে জানানো হবে বলেও উল্লেখ করা হয়। সংশ্লিষ্টরা বলছেন, পরিস্থিতি স্বাভাবিক রাখতে সব ধরনের ব্যবস্থা নেওয়া হচ্ছে। <box>30 628 152 668</box>
article-lead: (প্রথম পৃষ্ঠার পর) জ্বালানি তেল সরবরাহ। <box>280 655 358 660</box>
article-body: সংবাদ প্রতিবেদন অনুযায়ী বিষয়টি নিয়ে সংশ্লিষ্ট মহলে আলোচনা চলছে। কর্মকর্তারা জানান, প্রয়োজনীয় পদক্ষেপ গ্রহণ করা হবে এবং দ্রুত সময়ের মধ্যে বিষয়টির সমাধান করা হবে। এ বিষয়ে বিস্তারিত তথ্য পরবর্তীতে জানানো হবে বলেও উল্লেখ করা হয়। সংশ্লিষ্টরা বলছেন, পরিস্থিতি স্বাভাবিক রাখতে সব ধরনের ব্যবস্থা নেওয়া হচ্ছে। <box>280 834 398 874</box>
article-body: সংবাদ প্রতিবেদন অনুযায়ী বিষয়টি নিয়ে সংশ্লিষ্ট মহলে আলোচনা চলছে। কর্মকর্তারা জানান, প্রয়োজনীয় পদক্ষেপ গ্রহণ করা হবে এবং দ্রুত সময়ের মধ্যে বিষয়টির সমাধান করা হবে। এ বিষয়ে বিস্তারিত তথ্য পরবর্তীতে জানানো হবে বলেও উল্লেখ করা হয়। সংশ্লিষ্টরা বলছেন, পরিস্থিতি স্বাভাবিক রাখতে সব ধরনের ব্যবস্থা নেওয়া হচ্ছে। <box>280 662 398 702</box>
article-body: সংবাদ প্রতিবেদন অনুযায়ী বিষয়টি নিয়ে সংশ্লিষ্ট মহলে আলোচনা চলছে। কর্মকর্তারা জানান, প্রয়োজনীয় পদক্ষেপ গ্রহণ করা হবে এবং দ্রুত সময়ের মধ্যে বিষয়টির সমাধান করা হবে। এ বিষয়ে বিস্তারিত তথ্য পরবর্তীতে জানানো হবে বলেও উল্লেখ করা হয়। সংশ্লিষ্টরা বলছেন, পরিস্থিতি স্বাভাবিক রাখতে সব ধরনের ব্যবস্থা নেওয়া হচ্ছে। <box>280 156 398 196</box>
article-body: সংবাদ প্রতিবেদন অনুযায়ী বিষয়টি নিয়ে সংশ্লিষ্ট মহলে আলোচনা চলছে। কর্মকর্তারা জানান, প্রয়োজনীয় পদক্ষেপ গ্রহণ করা হবে এবং দ্রুত সময়ের মধ্যে বিষয়টির সমাধান করা হবে। এ বিষয়ে বিস্তারিত তথ্য পরবর্তীতে জানানো হবে বলেও উল্লেখ করা হয়। সংশ্লিষ্টরা বলছেন, পরিস্থিতি স্বাভাবিক রাখতে সব ধরনের ব্যবস্থা নেওয়া হচ্ছে। <box>403 359 551 392</box>
article-lead: (প্রথম পৃষ্ঠার পর) পাহাড়ি এলাকায় ভূমিধসের আশঙ্কা। <box>403 317 504 322</box>
article-lead: (প্রথম পৃষ্ঠার পর) পুলিশ বাহিনীকে পুনরায় সক্রিয় করার উদ্যোগ। <box>403 79 475 91</box>
article-13-body-col1 <box>403 690 475 1043</box>
article-body: সংবাদ প্রতিবেদন অনুযায়ী বিষয়টি নিয়ে সংশ্লিষ্ট মহলে আলোচনা চলছে। কর্মকর্তারা জানান, প্রয়োজনীয় পদক্ষেপ গ্রহণ করা হবে এবং দ্রুত সময়ের মধ্যে বিষয়টির সমাধান করা হবে। এ বিষয়ে বিস্তারিত তথ্য পরবর্তীতে জানানো হবে বলেও উল্লেখ করা হয়। সংশ্লিষ্টরা বলছেন, পরিস্থিতি স্বাভাবিক রাখতে সব ধরনের ব্যবস্থা নেওয়া হচ্ছে। <box>280 918 398 958</box>
article-3-body-col2 <box>160 620 272 850</box>
article-lead: (প্রথম পৃষ্ঠার পর) সবার অধিকার নিশ্চিত করতে হবে। <box>280 827 379 832</box>
article-divider <box>280 492 398 493</box>
article-body: সংবাদ প্রতিবেদন অনুযায়ী বিষয়টি নিয়ে সংশ্লিষ্ট মহলে আলোচনা চলছে। কর্মকর্তারা জানান, প্রয়োজনীয় পদক্ষেপ গ্রহণ করা হবে এবং দ্রুত সময়ের মধ্যে বিষয়টির সমাধান করা হবে। এ বিষয়ে বিস্তারিত তথ্য পরবর্তীতে জানানো হবে বলেও উল্লেখ করা হয়। সংশ্লিষ্টরা বলছেন, পরিস্থিতি স্বাভাবিক রাখতে সব ধরনের ব্যবস্থা নেওয়া হচ্ছে। <box>557 115 693 148</box>
article-body: সংবাদ প্রতিবেদন অনুযায়ী বিষয়টি নিয়ে সংশ্লিষ্ট মহলে আলোচনা চলছে। কর্মকর্তারা জানান, প্রয়োজনীয় পদক্ষেপ গ্রহণ করা হবে এবং দ্রুত সময়ের মধ্যে বিষয়টির সমাধান করা হবে। এ বিষয়ে বিস্তারিত তথ্য পরবর্তীতে জানানো হবে বলেও উল্লেখ করা হয়। সংশ্লিষ্টরা বলছেন, পরিস্থিতি স্বাভাবিক রাখতে সব ধরনের ব্যবস্থা নেওয়া হচ্ছে। <box>30 670 152 710</box>
article-5-body <box>280 64 398 304</box>
